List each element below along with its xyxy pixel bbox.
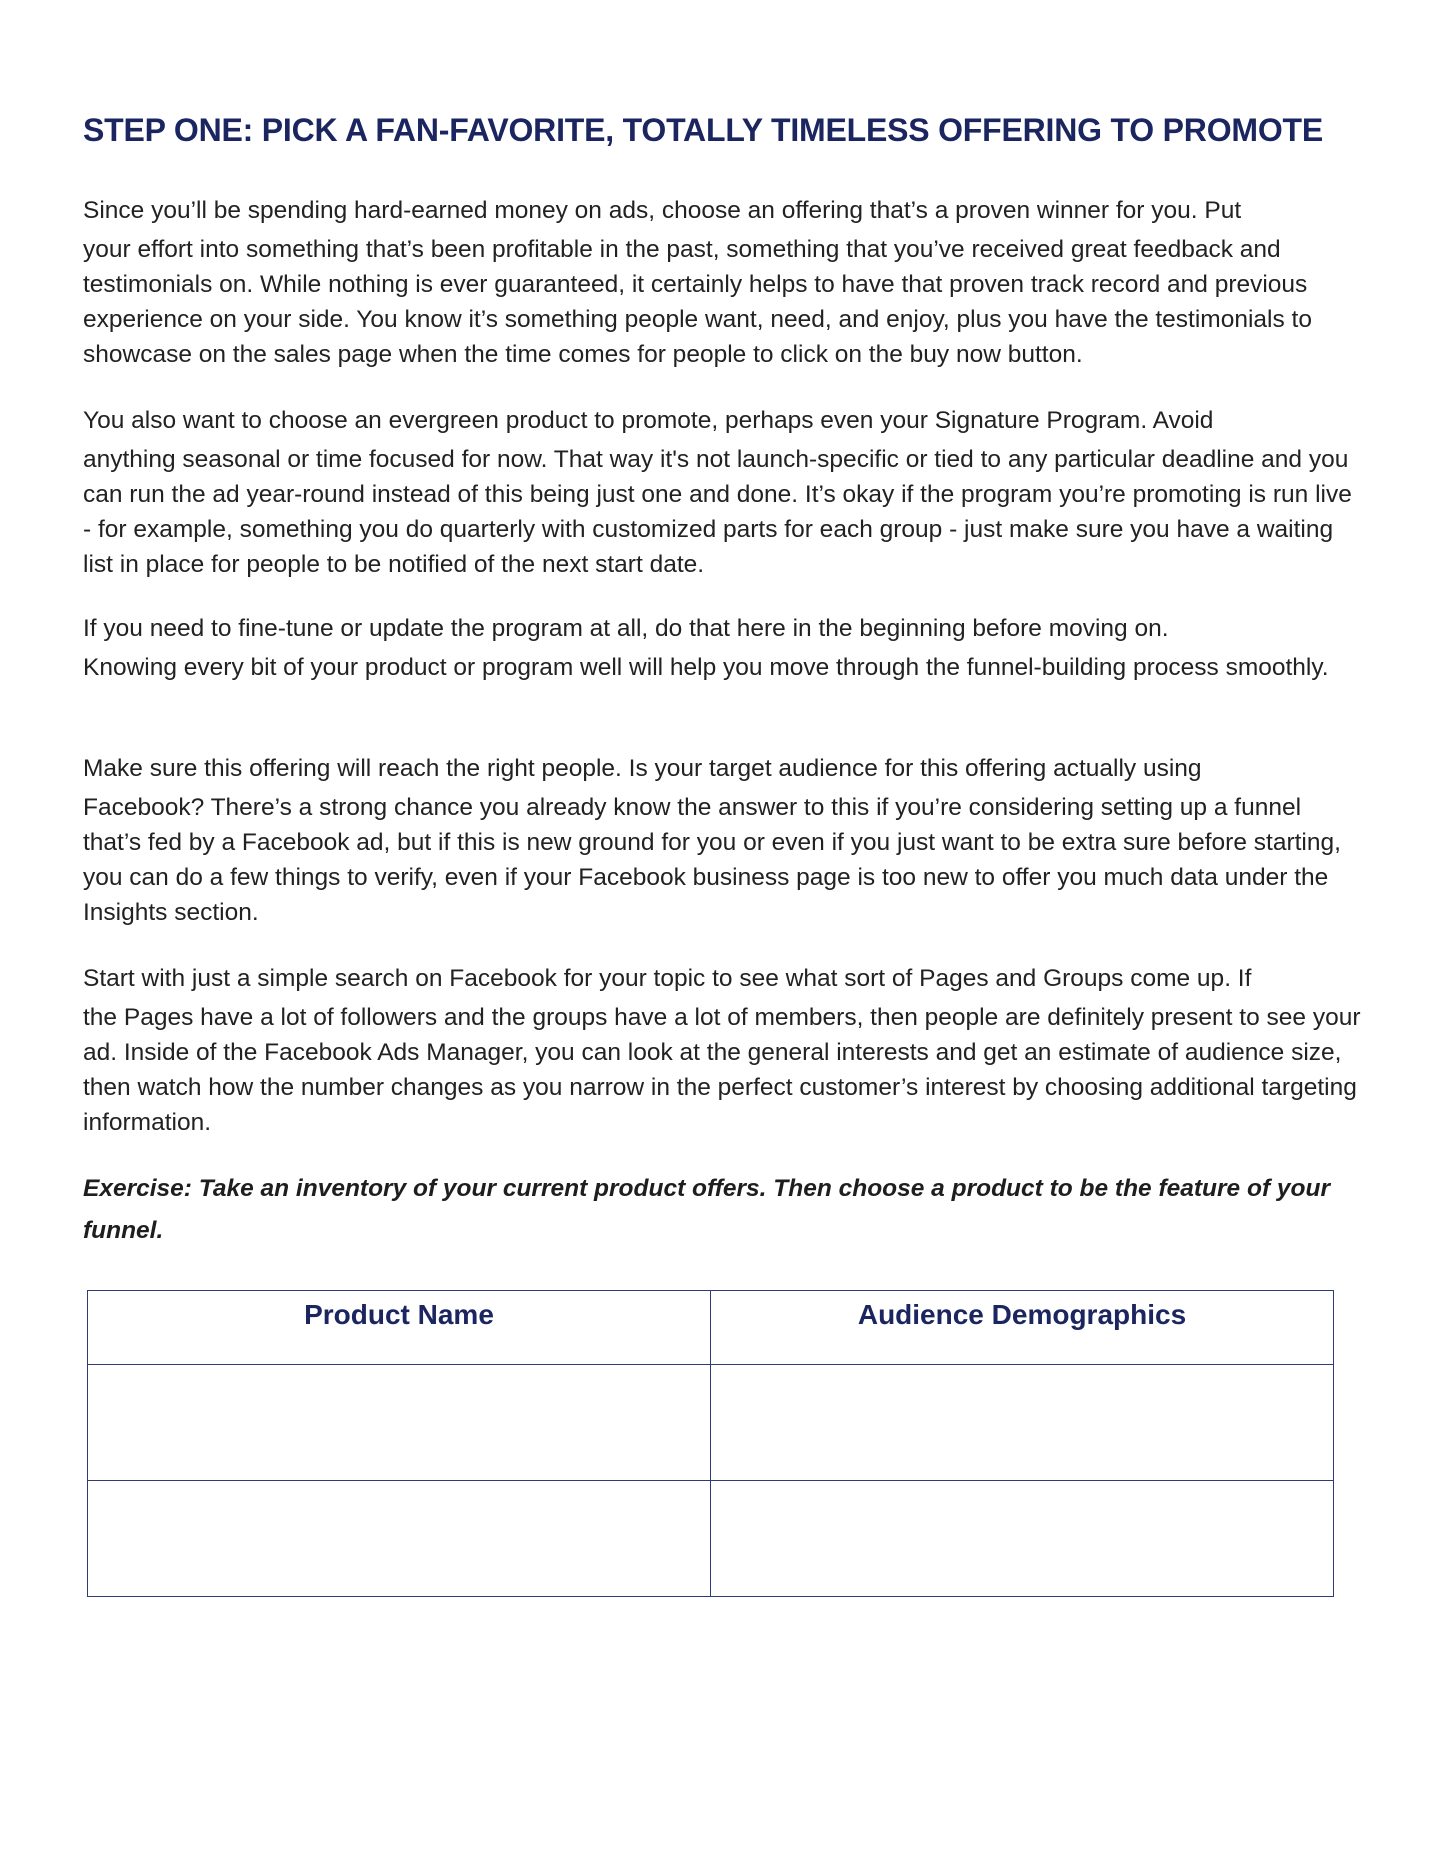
section-heading: STEP ONE: PICK A FAN-FAVORITE, TOTALLY TIMELESS OFFERING TO PROMOTE (83, 112, 1324, 148)
paragraph-4 (83, 748, 1363, 930)
paragraph-first-line: Since you’ll be spending hard-earned money on ads, choose an offering that’s a proven winner for you. Put (83, 197, 1242, 224)
paragraph-first-line: Make sure this offering will reach the right people. Is your target audience for this offering actually using (83, 755, 1202, 782)
paragraph-body: anything seasonal or time focused for now. That way it's not launch-specific or tied to any particular deadline and you can run the ad year-round instead of this being just one and done. It’s okay if the program you’re promoting is run live - for example, something you do quarterly with customized parts for each group - just make sure you have a waiting list in place for people to be notified of the next start date. (83, 446, 1352, 578)
header-audience-demographics: Audience Demographics (711, 1291, 1334, 1365)
product-name-cell[interactable] (88, 1481, 711, 1597)
table-header-row (88, 1291, 1334, 1365)
paragraph-body: your effort into something that’s been profitable in the past, something that you’ve received great feedback and testimonials on. While nothing is ever guaranteed, it certainly helps to have that proven track record and previous experience on your side. You know it’s something people want, need, and enjoy, plus you have the testimonials to showcase on the sales page when the time comes for people to click on the buy now button. (83, 236, 1312, 368)
paragraph-1 (83, 190, 1363, 372)
audience-demographics-cell[interactable] (711, 1481, 1334, 1597)
paragraph-body: the Pages have a lot of followers and the groups have a lot of members, then people are definitely present to see your ad. Inside of the Facebook Ads Manager, you can look at the general interests and get an estimate of audience size, then watch how the number changes as you narrow in the perfect customer’s interest by choosing additional targeting information. (83, 1004, 1361, 1136)
paragraph-first-line: Start with just a simple search on Facebook for your topic to see what sort of Pages and Groups come up. If (83, 965, 1252, 992)
product-name-cell[interactable] (88, 1365, 711, 1481)
audience-demographics-cell[interactable] (711, 1365, 1334, 1481)
paragraph-body: Facebook? There’s a strong chance you already know the answer to this if you’re considering setting up a funnel that’s fed by a Facebook ad, but if this is new ground for you or even if you just want to be extra sure before starting, you can do a few things to verify, even if your Facebook business page is too new to offer you much data under the Insights section. (83, 794, 1341, 926)
paragraph-body: Knowing every bit of your product or program well will help you move through the funnel-building process smoothly. (83, 654, 1329, 681)
header-product-name: Product Name (88, 1291, 711, 1365)
paragraph-3 (83, 608, 1363, 685)
paragraph-5 (83, 958, 1363, 1140)
table-row (88, 1365, 1334, 1481)
exercise-instruction: Exercise: Take an inventory of your current product offers. Then choose a product to be the feature of your funnel. (83, 1175, 1331, 1244)
product-inventory-table (87, 1290, 1334, 1597)
table-row (88, 1481, 1334, 1597)
paragraph-2 (83, 400, 1363, 582)
paragraph-first-line: You also want to choose an evergreen product to promote, perhaps even your Signature Program. Avoid (83, 407, 1214, 434)
paragraph-first-line: If you need to fine-tune or update the program at all, do that here in the beginning before moving on. (83, 615, 1169, 642)
